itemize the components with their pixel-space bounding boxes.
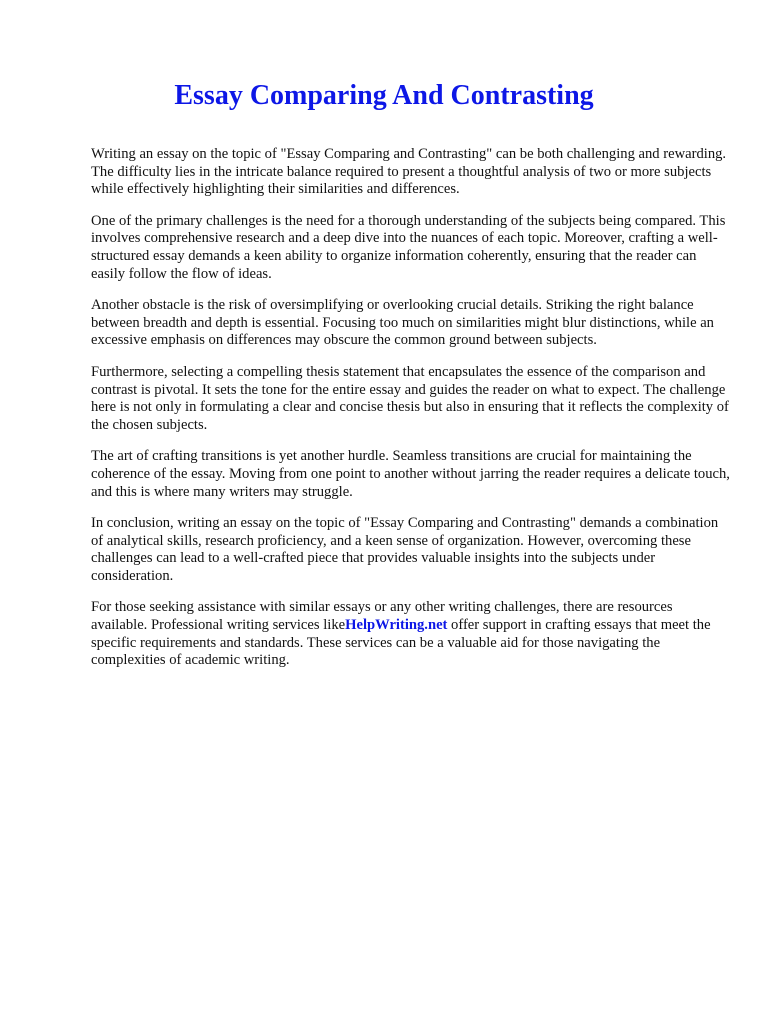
paragraph-6: In conclusion, writing an essay on the topic of "Essay Comparing and Contrasting" demands a combination of analytical skills, research proficiency, and a keen sense of organization. However, overcoming these challenges can lead to a well-crafted piece that provides valuable insights into the subjects under consideration. bbox=[91, 515, 719, 584]
paragraph-3: Another obstacle is the risk of oversimplifying or overlooking crucial details. Striking the right balance between breadth and depth is essential. Focusing too much on similarities might blur distinctions, while an excessive emphasis on differences may obscure the common ground between subjects. bbox=[91, 297, 714, 349]
paragraph-5: The art of crafting transitions is yet another hurdle. Seamless transitions are crucial for maintaining the coherence of the essay. Moving from one point to another without jarring the reader requires a delicate touch, and this is where many writers may struggle. bbox=[91, 448, 730, 500]
paragraph-1: Writing an essay on the topic of "Essay Comparing and Contrasting" can be both challenging and rewarding. The difficulty lies in the intricate balance required to present a thoughtful analysis of two or more subjects while effectively highlighting their similarities and differences. bbox=[91, 146, 727, 198]
paragraph-7 bbox=[91, 599, 731, 669]
essay-body bbox=[91, 146, 731, 684]
page-title: Essay Comparing And Contrasting bbox=[174, 80, 594, 111]
paragraph-4: Furthermore, selecting a compelling thesis statement that encapsulates the essence of the comparison and contrast is pivotal. It sets the tone for the entire essay and guides the reader on what to expect. The challenge here is not only in formulating a clear and concise thesis but also in ensuring that it reflects the complexity of the chosen subjects. bbox=[91, 363, 729, 433]
paragraph-2: One of the primary challenges is the need for a thorough understanding of the subjects being compared. This involves comprehensive research and a deep dive into the nuances of each topic. Moreover, crafting a well-structured essay demands a keen ability to organize information coherently, ensuring that the reader can easily follow the flow of ideas. bbox=[91, 212, 726, 282]
helpwriting-link[interactable]: HelpWriting.net bbox=[345, 617, 448, 634]
paragraph-7-before-link: For those seeking assistance with similar essays or any other writing challenges, there are resources available. Professional writing services like bbox=[91, 599, 673, 634]
paragraph-7-after-link: offer support in crafting essays that meet the specific requirements and standards. These services can be a valuable aid for those navigating the complexities of academic writing. bbox=[91, 617, 711, 669]
